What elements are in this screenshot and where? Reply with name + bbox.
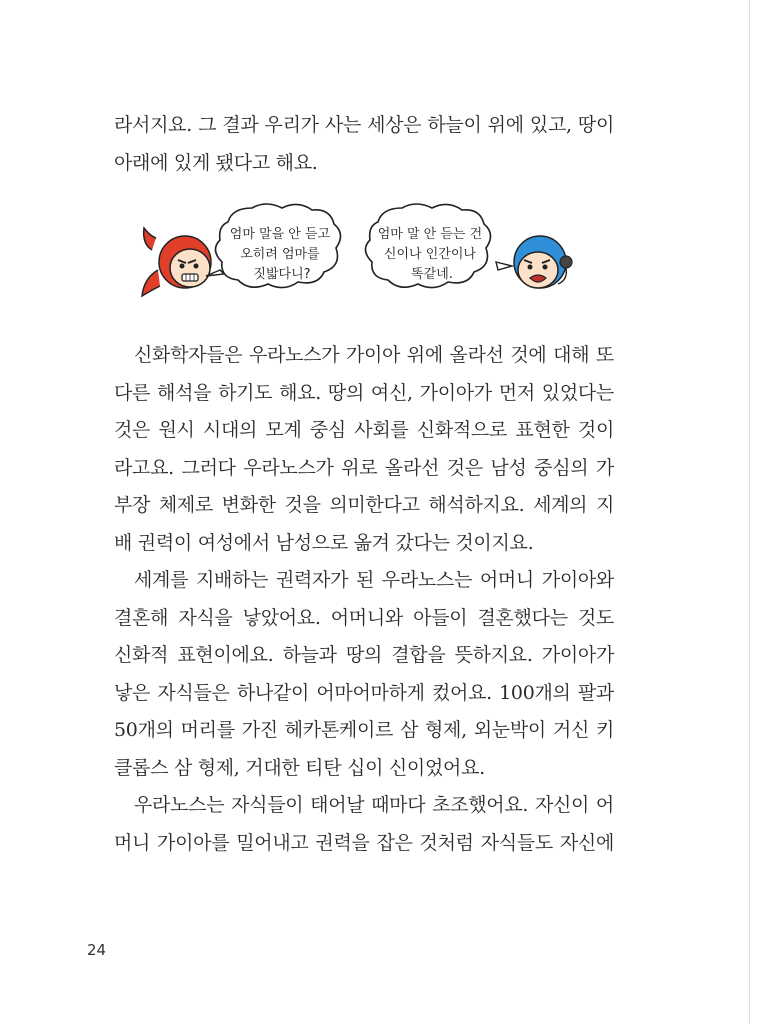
page-number: 24 [87,941,107,959]
page-edge-line [749,0,750,1024]
cartoon-illustration [140,200,580,310]
body-paragraph-1 [114,337,614,562]
top-paragraph [114,107,614,182]
right-speech-bubble [365,204,512,288]
left-bubble-line: 오히려 엄마를 [240,247,320,262]
left-bubble-line: 짓밟다니? [253,267,311,282]
text-line: 다른 해석을 하기도 해요. 땅의 여신, 가이아가 먼저 있었다는 [114,381,614,404]
text-line: 신화학자들은 우라노스가 가이아 위에 올라선 것에 대해 또 [134,344,614,366]
text-line: 라고요. 그러다 우라노스가 위로 올라선 것은 남성 중심의 가 [114,456,614,479]
text-line: 클롭스 삼 형제, 거대한 티탄 십이 신이었어요. [114,756,485,779]
text-line: 배 권력이 여성에서 남성으로 옮겨 갔다는 것이지요. [114,531,534,554]
text-line: 머니 가이아를 밀어내고 권력을 잡은 것처럼 자식들도 자신에 [114,831,614,854]
text-line: 결혼해 자식을 낳았어요. 어머니와 아들이 결혼했다는 것도 [114,606,614,629]
text-line: 아래에 있게 됐다고 해요. [114,151,318,174]
left-bubble-line: 엄마 말을 안 듣고 [229,227,331,242]
left-speech-bubble [206,204,341,288]
text-line: 우라노스는 자식들이 태어날 때마다 초조했어요. 자신이 어 [134,794,614,816]
right-bubble-line: 엄마 말 안 듣는 건 [377,227,483,242]
boy-angry-icon [514,236,572,288]
text-line: 부장 체제로 변화한 것을 의미한다고 해석하지요. 세계의 지 [114,494,614,516]
text-line: 낳은 자식들은 하나같이 어마어마하게 컸어요. 100개의 팔과 [114,681,614,704]
text-line: 라서지요. 그 결과 우리가 사는 세상은 하늘이 위에 있고, 땅이 [114,114,614,136]
text-line: 50개의 머리를 가진 헤카톤케이르 삼 형제, 외눈박이 거신 키 [114,719,614,741]
body-paragraph-2 [114,562,614,787]
text-line: 세계를 지배하는 권력자가 된 우라노스는 어머니 가이아와 [134,569,614,591]
girl-angry-icon [142,228,211,296]
text-line: 것은 원시 시대의 모계 중심 사회를 신화적으로 표현한 것이 [114,419,614,441]
right-bubble-line: 똑같네. [411,267,453,282]
body-paragraph-3 [114,787,614,862]
right-bubble-line: 신이나 인간이나 [383,247,476,262]
text-line: 신화적 표현이에요. 하늘과 땅의 결합을 뜻하지요. 가이아가 [114,644,614,666]
